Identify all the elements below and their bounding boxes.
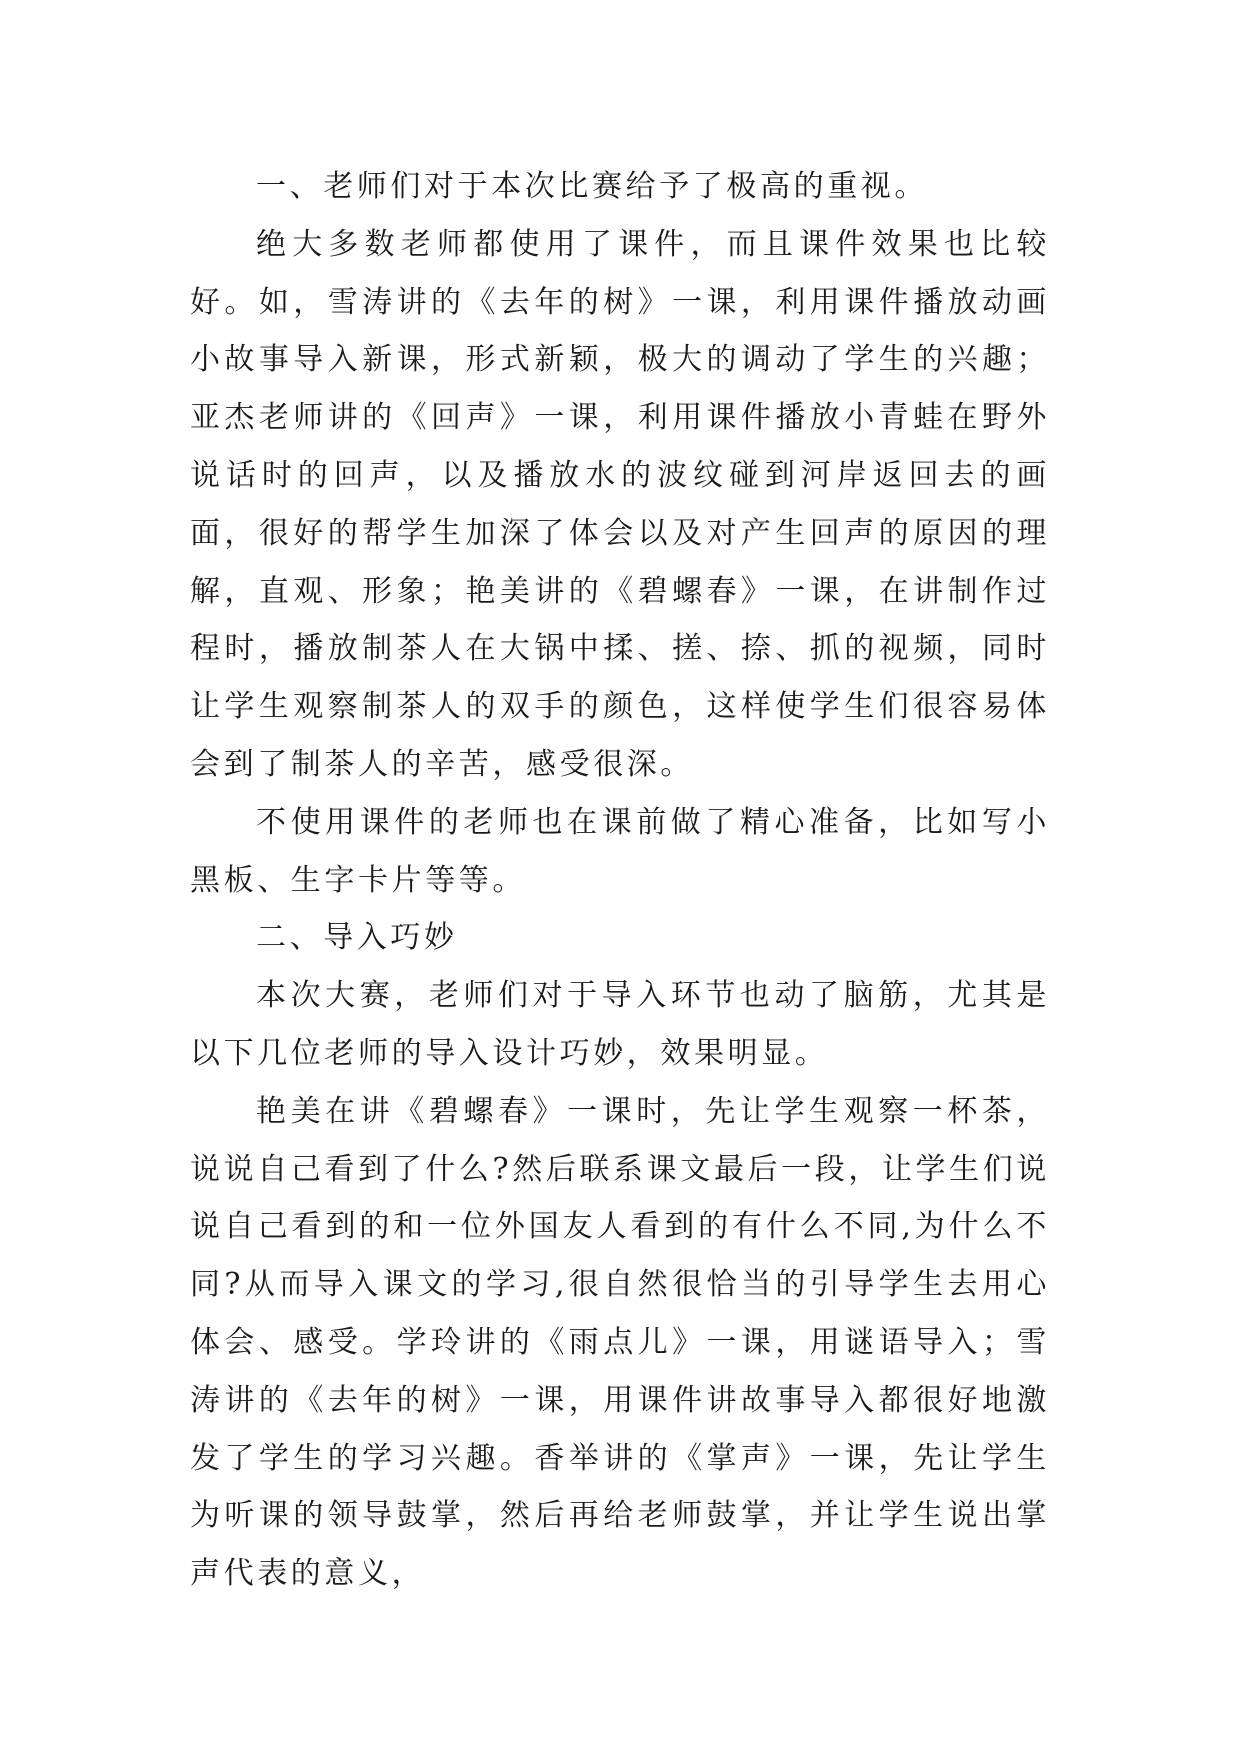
body-paragraph: 不使用课件的老师也在课前做了精心准备，比如写小黑板、生字卡片等等。 — [190, 804, 1050, 898]
heading-paragraph: 二、导入巧妙 — [256, 920, 458, 956]
body-paragraph: 绝大多数老师都使用了课件，而且课件效果也比较好。如，雪涛讲的《去年的树》一课，利用课件播放动画小故事导入新课，形式新颖，极大的调动了学生的兴趣；亚杰老师讲的《回声》一课，利用课件播放小青蛙在野外说话时的回声，以及播放水的波纹碰到河岸返回去的画面，很好的帮学生加深了体会以及对产生回声的原因的理解，直观、形象；艳美讲的《碧螺春》一课，在讲制作过程时，播放制茶人在大锅中揉、搓、捺、抓的视频，同时让学生观察制茶人的双手的颜色，这样使学生们很容易体会到了制茶人的辛苦，感受很深。 — [190, 226, 1050, 782]
body-paragraph: 本次大赛，老师们对于导入环节也动了脑筋，尤其是以下几位老师的导入设计巧妙，效果明显。 — [190, 978, 1050, 1071]
heading-paragraph: 一、老师们对于本次比赛给予了极高的重视。 — [256, 169, 928, 204]
body-paragraph: 艳美在讲《碧螺春》一课时，先让学生观察一杯茶，说说自己看到了什么?然后联系课文最后一段，让学生们说说自己看到的和一位外国友人看到的有什么不同,为什么不同?从而导入课文的学习,很自然很恰当的引导学生去用心体会、感受。学玲讲的《雨点儿》一课，用谜语导入；雪涛讲的《去年的树》一课，用课件讲故事导入都很好地激发了学生的学习兴趣。香举讲的《掌声》一课，先让学生为听课的领导鼓掌，然后再给老师鼓掌，并让学生说出掌声代表的意义， — [190, 1093, 1050, 1592]
document-page — [190, 158, 1050, 1603]
